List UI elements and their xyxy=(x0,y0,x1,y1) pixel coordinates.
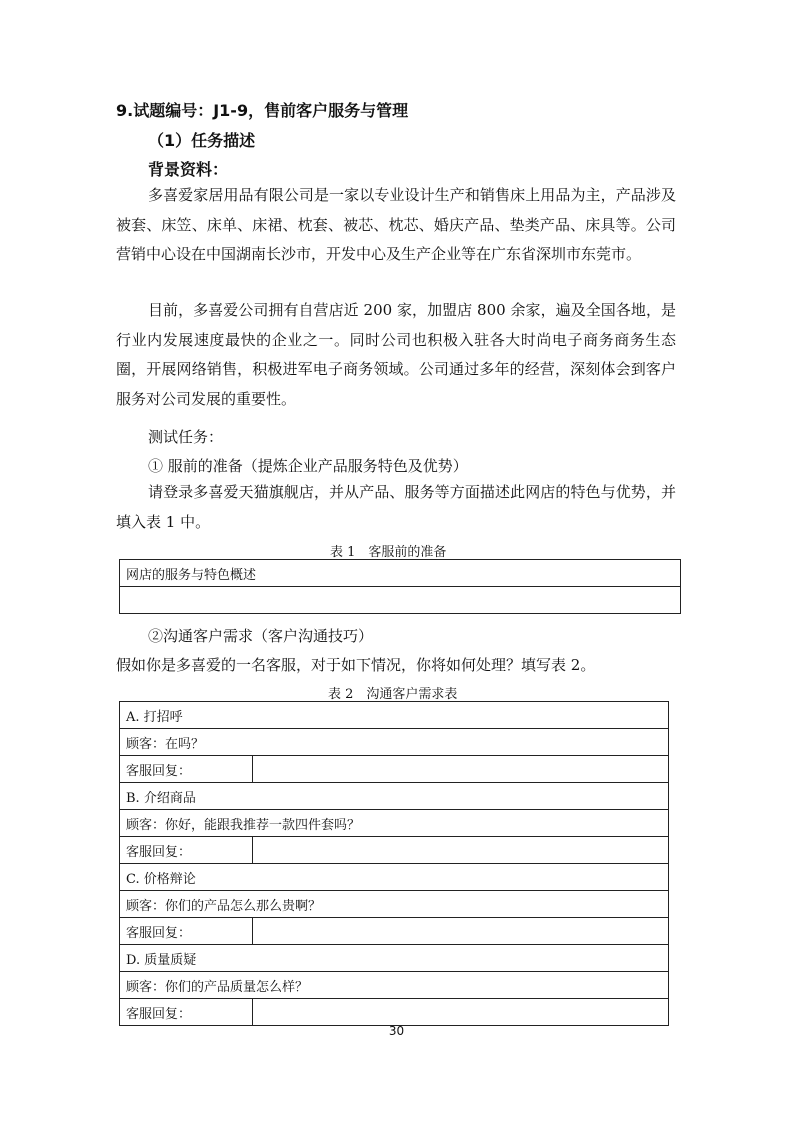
section-title-cell: A. 打招呼 xyxy=(120,702,669,729)
task1-description: 请登录多喜爱天猫旗舰店，并从产品、服务等方面描述此网店的特色与优势，并填入表 1 中。 xyxy=(116,483,676,531)
table2-section-title-row xyxy=(120,783,669,810)
table1-answer-cell[interactable] xyxy=(120,587,681,614)
table2-customer-communication xyxy=(119,701,669,1026)
reply-answer-cell[interactable] xyxy=(253,837,669,864)
table2-section-title-row xyxy=(120,702,669,729)
reply-label-cell: 客服回复： xyxy=(120,756,253,783)
task1-title: ① 服前的准备（提炼企业产品服务特色及优势） xyxy=(148,457,468,475)
customer-question-cell: 顾客：你们的产品质量怎么样？ xyxy=(120,972,669,999)
reply-label-cell: 客服回复： xyxy=(120,999,253,1026)
table2-caption: 表 2 沟通客户需求表 xyxy=(328,687,458,702)
page-number: 30 xyxy=(388,1024,405,1038)
table2-section-title-row xyxy=(120,864,669,891)
section-title-task-description: （1）任务描述 xyxy=(148,131,256,150)
customer-question-cell: 顾客：你好，能跟我推荐一款四件套吗？ xyxy=(120,810,669,837)
task2-title: ②沟通客户需求（客户沟通技巧） xyxy=(148,627,374,645)
table2-customer-row xyxy=(120,972,669,999)
reply-label-cell: 客服回复： xyxy=(120,837,253,864)
table2-reply-row xyxy=(120,999,669,1026)
section-title-cell: D. 质量质疑 xyxy=(120,945,669,972)
customer-question-cell: 顾客：你们的产品怎么那么贵啊？ xyxy=(120,891,669,918)
table2-customer-row xyxy=(120,891,669,918)
reply-answer-cell[interactable] xyxy=(253,756,669,783)
question-heading: 9.试题编号：J1-9，售前客户服务与管理 xyxy=(116,101,409,120)
background-paragraph-2: 目前，多喜爱公司拥有自营店近 200 家，加盟店 800 余家，遍及全国各地，是行业内发展速度最快的企业之一。同时公司也积极入驻各大时尚电子商务商务生态圈，开展网络销售，积极进军电子商务领域。公司通过多年的经营，深刻体会到客户服务对公司发展的重要性。 xyxy=(116,301,676,408)
table2-reply-row xyxy=(120,837,669,864)
customer-question-cell: 顾客：在吗？ xyxy=(120,729,669,756)
table2-section-title-row xyxy=(120,945,669,972)
table2-reply-row xyxy=(120,918,669,945)
reply-answer-cell[interactable] xyxy=(253,918,669,945)
table1-header-cell: 网店的服务与特色概述 xyxy=(120,560,681,587)
task2-description: 假如你是多喜爱的一名客服，对于如下情况，你将如何处理？填写表 2。 xyxy=(116,656,596,674)
table1-service-preparation xyxy=(119,559,681,614)
table2-reply-row xyxy=(120,756,669,783)
reply-label-cell: 客服回复： xyxy=(120,918,253,945)
test-task-label: 测试任务： xyxy=(148,428,224,446)
section-title-cell: C. 价格辩论 xyxy=(120,864,669,891)
reply-answer-cell[interactable] xyxy=(253,999,669,1026)
background-label: 背景资料： xyxy=(148,160,229,179)
section-title-cell: B. 介绍商品 xyxy=(120,783,669,810)
table2-customer-row xyxy=(120,810,669,837)
background-paragraph-1: 多喜爱家居用品有限公司是一家以专业设计生产和销售床上用品为主，产品涉及被套、床笠、床单、床裙、枕套、被芯、枕芯、婚庆产品、垫类产品、床具等。公司营销中心设在中国湖南长沙市，开发中心及生产企业等在广东省深圳市东莞市。 xyxy=(116,186,676,263)
table2-customer-row xyxy=(120,729,669,756)
table1-caption: 表 1 客服前的准备 xyxy=(330,545,447,560)
